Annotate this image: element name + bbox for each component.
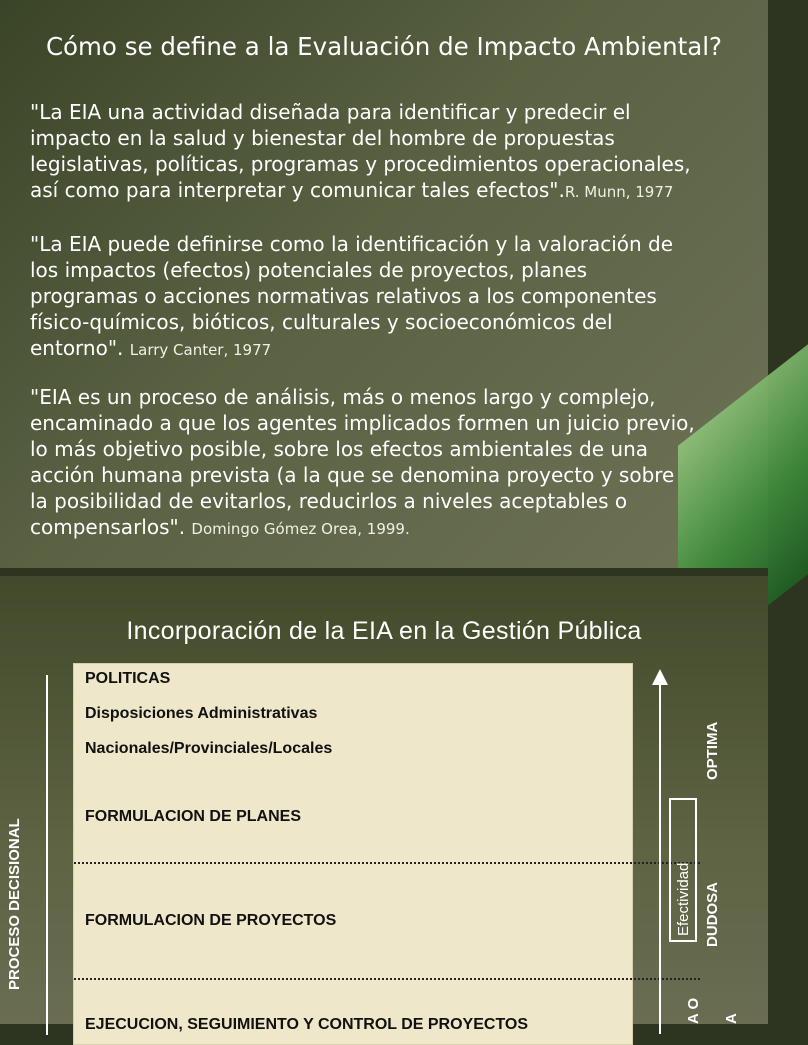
slide-gestion-publica (0, 576, 768, 1033)
partial-label: A (723, 1013, 740, 1024)
slide-title: Cómo se define a la Evaluación de Impacto Ambiental? (45, 32, 723, 61)
proceso-decisional-label: PROCESO DECISIONAL (6, 818, 23, 990)
dotted-separator (74, 978, 700, 980)
quote-text: "La EIA una actividad diseñada para identificar y predecir el impacto en la salud y bienestar del hombre de propuestas legislativas, políticas, programas y procedimientos operacionales, así como para interpretar y comunicar tales efectos". (30, 100, 691, 202)
quote-text: "EIA es un proceso de análisis, más o menos largo y complejo, encaminado a que los agentes implicados formen un juicio previo, lo más objetivo posible, sobre los efectos ambientales de una acción humana prevista (a la que se denomina proyecto y sobre la posibilidad de evitarlos, reducirlos a niveles aceptables o compensarlos". (30, 385, 695, 539)
quote-munn (30, 99, 742, 205)
panel-item-proyectos: FORMULACION DE PROYECTOS (85, 912, 337, 929)
panel-item-planes: FORMULACION DE PLANES (85, 808, 301, 825)
optima-label: OPTIMA (704, 721, 721, 780)
gestion-panel (73, 663, 633, 1045)
up-arrow-icon (652, 669, 668, 685)
quote-gomez-orea (30, 384, 742, 542)
dotted-separator (74, 862, 700, 864)
quote-canter (30, 231, 742, 363)
panel-item-disposiciones: Disposiciones Administrativas (85, 705, 318, 722)
slide-title: Incorporación de la EIA en la Gestión Pública (126, 617, 642, 645)
panel-item-niveles: Nacionales/Provinciales/Locales (85, 740, 333, 757)
dudosa-label: DUDOSA (704, 881, 721, 947)
quote-author: R. Munn, 1977 (564, 183, 674, 201)
panel-item-politicas: POLITICAS (85, 670, 171, 687)
slide-divider (0, 568, 768, 576)
panel-item-ejecucion: EJECUCION, SEGUIMIENTO Y CONTROL DE PROYECTOS (85, 1016, 529, 1033)
quote-author: Larry Canter, 1977 (129, 341, 272, 359)
efectividad-label: Efectividad (675, 862, 692, 936)
quote-text: "La EIA puede definirse como la identificación y la valoración de los impactos (efectos) potenciales de proyectos, planes programas o acciones normativas relativos a los componentes físico-químicos, bióticos, culturales y socioeconómicos del entorno". (30, 232, 674, 360)
proceso-axis-line (46, 675, 48, 1035)
efectividad-axis-line (659, 684, 661, 1034)
quote-author: Domingo Gómez Orea, 1999. (191, 520, 410, 538)
partial-label: A O (685, 997, 702, 1024)
